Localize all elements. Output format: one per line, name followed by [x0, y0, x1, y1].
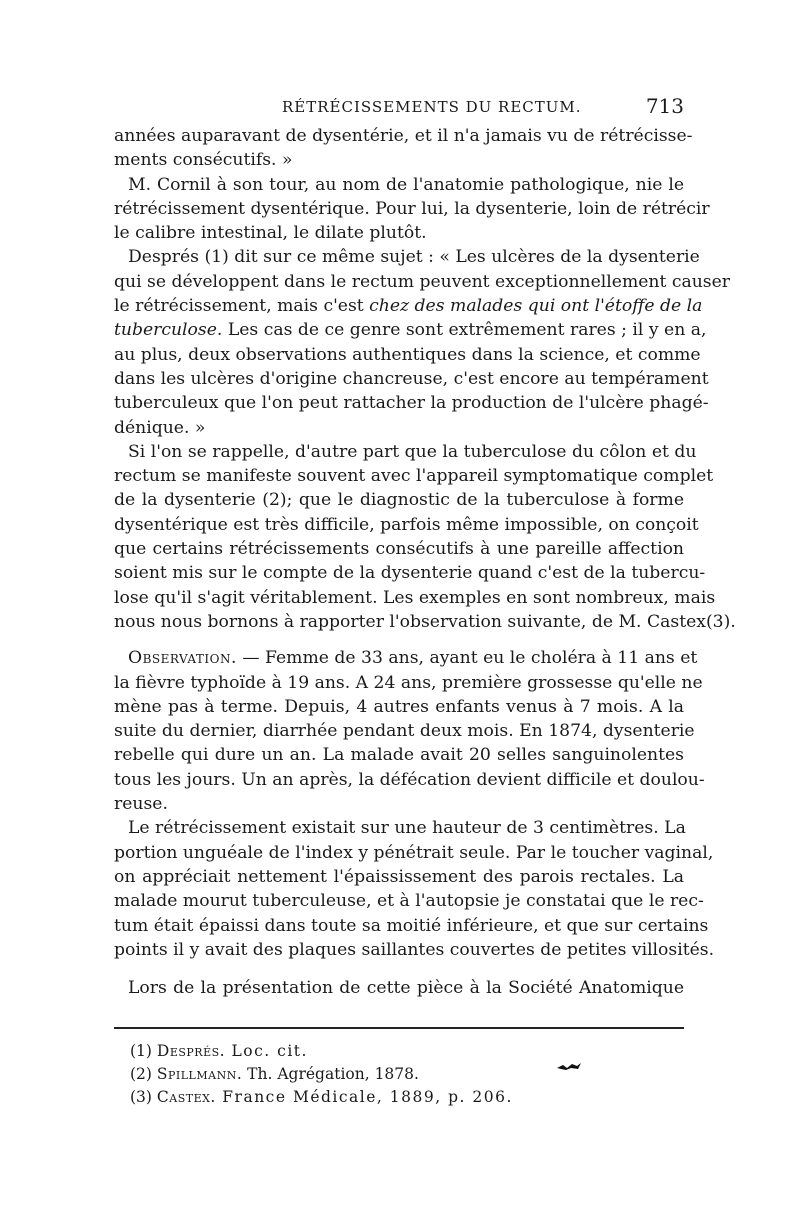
footnote-mark: (2) [130, 1065, 157, 1083]
footnote-rule [114, 1027, 684, 1029]
text-line: rectum se manifeste souvent avec l'appareil symptomatique complet [114, 466, 714, 487]
text-line: dans les ulcères d'origine chancreuse, c'est encore au tempérament [114, 368, 709, 389]
text-line: dysentérique est très difficile, parfois même impossible, on conçoit [114, 514, 699, 535]
text-line: années auparavant de dysentérie, et il n'a jamais vu de rétrécisse- [114, 126, 693, 146]
ink-blot-mark [556, 1062, 582, 1072]
footnote-author: Spillmann. [156, 1065, 243, 1083]
text-line: malade mourut tuberculeuse, et à l'autopsie je constatai que le rec- [114, 891, 704, 912]
italic-span: tuberculose. [114, 320, 223, 341]
footnote-3 [130, 1086, 650, 1109]
footnote-author: Després. [156, 1042, 226, 1060]
running-title: RÉTRÉCISSEMENTS DU RECTUM. [282, 98, 582, 116]
text-line: reuse. [114, 794, 168, 815]
text-line: on appréciait nettement l'épaississement des parois rectales. La [114, 866, 684, 887]
text-line [114, 318, 707, 342]
paragraph-gap [114, 634, 684, 646]
text-line: tous les jours. Un an après, la défécation devient difficile et doulou- [114, 769, 705, 790]
footnote-text: Loc. cit. [225, 1042, 308, 1060]
footnote-text: France Médicale, 1889, p. 206. [215, 1088, 513, 1106]
text-line: M. Cornil à son tour, au nom de l'anatomie pathologique, nie le [128, 174, 684, 195]
text-line: portion unguéale de l'index y pénétrait seule. Par le toucher vaginal, [114, 842, 714, 863]
footnote-mark: (3) [130, 1088, 157, 1106]
text-line [114, 294, 703, 318]
footnote-author: Castex. [156, 1088, 216, 1106]
text-line: Lors de la présentation de cette pièce à la Société Anatomique [128, 978, 684, 999]
text-line: qui se développent dans le rectum peuvent exceptionnellement causer [114, 271, 731, 292]
page-number: 713 [645, 94, 684, 118]
text-line: rétrécissement dysentérique. Pour lui, la dysenterie, loin de rétrécir [114, 198, 710, 219]
footnote-text: Th. Agrégation, 1878. [242, 1065, 419, 1083]
page-header [112, 92, 684, 122]
text-line: Le rétrécissement existait sur une hauteur de 3 centimètres. La [128, 818, 686, 839]
text-line: mène pas à terme. Depuis, 4 autres enfants venus à 7 mois. A la [114, 696, 684, 717]
text-span: — Femme de 33 ans, ayant eu le choléra à 11 ans et [236, 648, 698, 669]
text-line: que certains rétrécissements consécutifs à une pareille affection [114, 539, 684, 560]
text-line: nous nous bornons à rapporter l'observation suivante, de M. Castex(3). [114, 611, 736, 632]
text-line: la fièvre typhoïde à 19 ans. A 24 ans, première grossesse qu'elle ne [114, 672, 703, 693]
text-line: au plus, deux observations authentiques dans la science, et comme [114, 344, 701, 365]
text-line: tuberculeux que l'on peut rattacher la production de l'ulcère phagé- [114, 393, 709, 414]
text-span: le rétrécissement, mais c'est [114, 296, 370, 317]
text-line: ments consécutifs. » [114, 150, 293, 171]
text-line [114, 646, 698, 670]
paragraph-gap [114, 962, 684, 976]
text-line: soient mis sur le compte de la dysenterie quand c'est de la tubercu- [114, 563, 706, 584]
text-line: le calibre intestinal, le dilate plutôt. [114, 223, 427, 244]
text-line: dénique. » [114, 417, 206, 438]
observation-label: Observation. [128, 648, 237, 669]
text-line: Després (1) dit sur ce même sujet : « Les ulcères de la dysenterie [128, 247, 700, 268]
text-span: Les cas de ce genre sont extrêmement rares ; il y en a, [222, 320, 707, 341]
text-line: de la dysenterie (2); que le diagnostic de la tuberculose à forme [114, 490, 684, 511]
footnote-mark: (1) [130, 1042, 157, 1060]
text-line: Si l'on se rappelle, d'autre part que la tuberculose du côlon et du [128, 441, 697, 462]
footnotes [130, 1040, 650, 1109]
text-line: tum était épaissi dans toute sa moitié inférieure, et que sur certains [114, 915, 709, 936]
text-line: rebelle qui dure un an. La malade avait 20 selles sanguinolentes [114, 745, 684, 766]
footnote-1 [130, 1040, 650, 1063]
italic-span: chez des malades qui ont l'étoffe de la [369, 296, 703, 317]
text-line: lose qu'il s'agit véritablement. Les exemples en sont nombreux, mais [114, 587, 716, 608]
text-line: suite du dernier, diarrhée pendant deux mois. En 1874, dysenterie [114, 721, 695, 742]
body-text [114, 124, 736, 1000]
text-line: points il y avait des plaques saillantes couvertes de petites villosités. [114, 939, 715, 960]
